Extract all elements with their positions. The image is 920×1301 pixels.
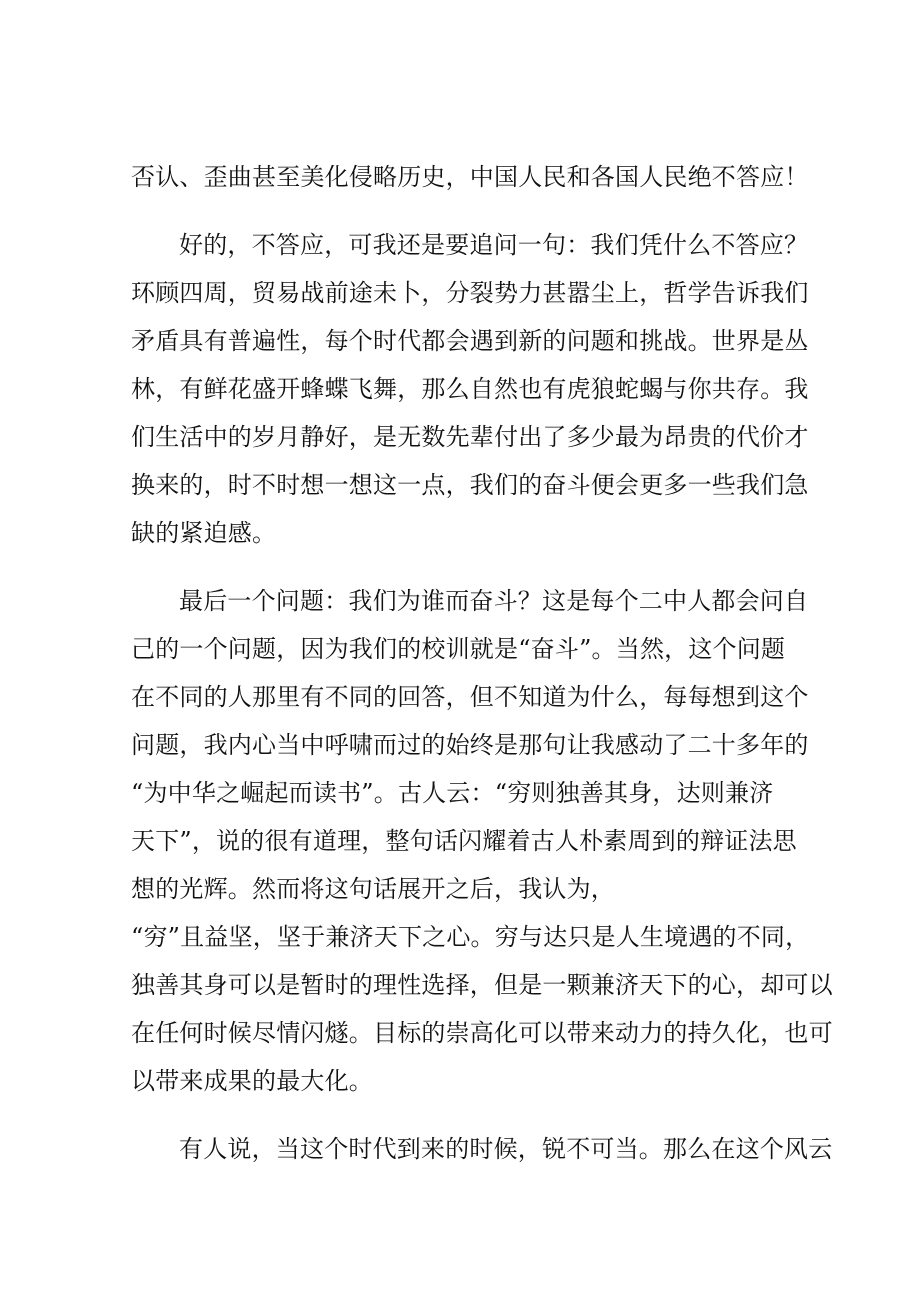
text-line: 问题，我内心当中呼啸而过的始终是那句让我感动了二十多年的 xyxy=(131,731,809,759)
text-line: 最后一个问题：我们为谁而奋斗？这是每个二中人都会问自 xyxy=(179,587,809,615)
text-line: 好的，不答应，可我还是要追问一句：我们凭什么不答应？ xyxy=(179,231,809,259)
text-line: 天下”，说的很有道理，整句话闪耀着古人朴素周到的辩证法思 xyxy=(131,827,797,855)
paragraph-2 xyxy=(131,221,809,557)
text-line: 有人说，当这个时代到来的时候，锐不可当。那么在这个风云 xyxy=(179,1135,833,1163)
text-line: 在任何时候尽情闪燧。目标的崇高化可以带来动力的持久化，也可 xyxy=(131,1019,833,1047)
paragraph-1 xyxy=(131,153,809,201)
text-line: 独善其身可以是暂时的理性选择，但是一颗兼济天下的心，却可以 xyxy=(131,971,833,999)
text-line: 换来的，时不时想一想这一点，我们的奋斗便会更多一些我们急 xyxy=(131,471,809,499)
text-line: 否认、歪曲甚至美化侵略历史，中国人民和各国人民绝不答应！ xyxy=(131,163,809,191)
paragraph-3 xyxy=(131,577,833,1105)
text-line: 想的光辉。然而将这句话展开之后，我认为， xyxy=(131,875,615,903)
text-line: “为中华之崛起而读书”。古人云：“穷则独善其身，达则兼济 xyxy=(131,779,774,807)
text-line: 林，有鲜花盛开蜂蝶飞舞，那么自然也有虎狼蛇蝎与你共存。我 xyxy=(131,375,809,403)
text-line: 在不同的人那里有不同的回答，但不知道为什么，每每想到这个 xyxy=(131,683,809,711)
text-line: 环顾四周，贸易战前途未卜，分裂势力甚嚣尘上，哲学告诉我们 xyxy=(131,279,809,307)
text-line: 矛盾具有普遍性，每个时代都会遇到新的问题和挑战。世界是丛 xyxy=(131,327,809,355)
text-line: 己的一个问题，因为我们的校训就是“奋斗”。当然，这个问题 xyxy=(131,635,786,663)
text-line: 们生活中的岁月静好，是无数先辈付出了多少最为昂贵的代价才 xyxy=(131,423,809,451)
document-body xyxy=(131,153,833,1173)
text-line: 以带来成果的最大化。 xyxy=(131,1067,373,1095)
text-line: “穷”且益坚，坚于兼济天下之心。穷与达只是人生境遇的不同， xyxy=(131,923,810,951)
paragraph-4 xyxy=(131,1125,833,1173)
text-line: 缺的紧迫感。 xyxy=(131,519,277,547)
